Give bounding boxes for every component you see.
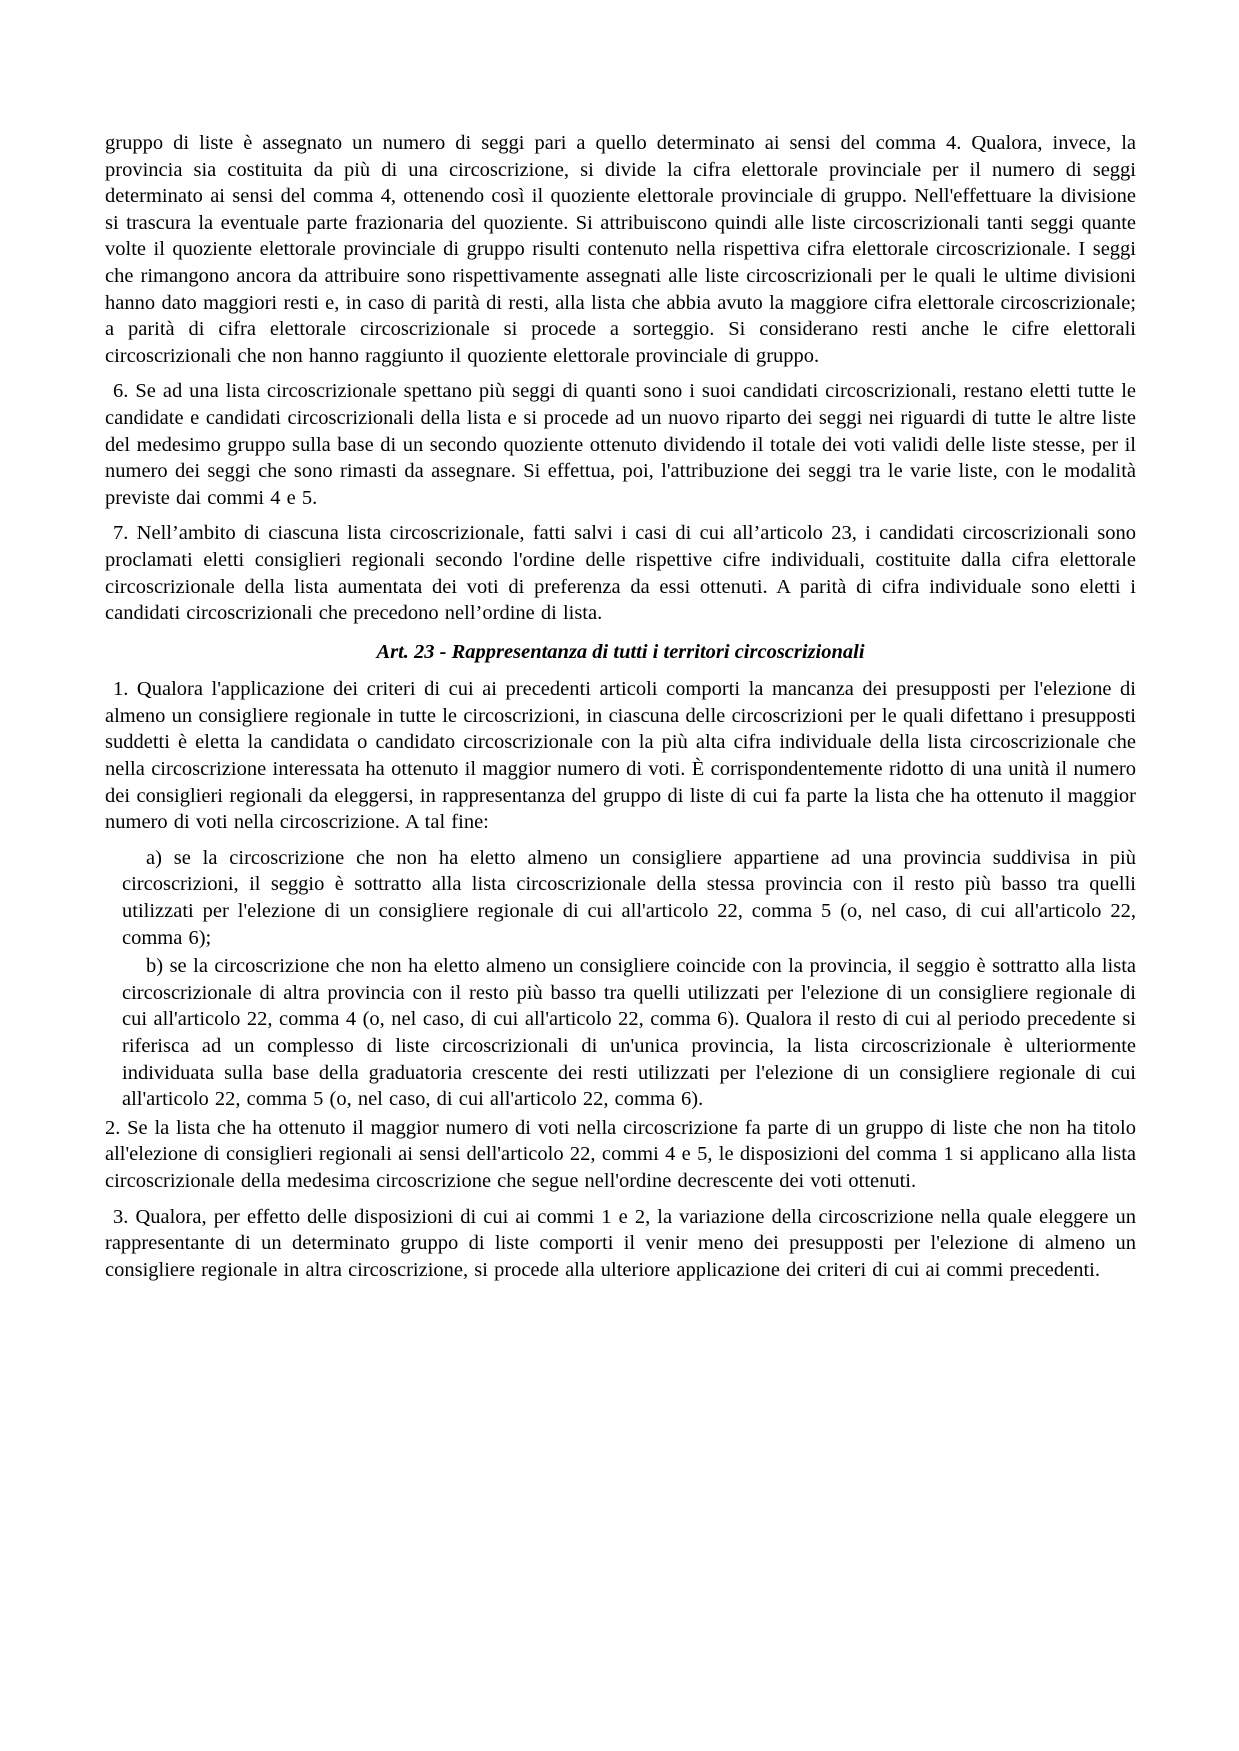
paragraph-art-23-comma-1: 1. Qualora l'applicazione dei criteri di cui ai precedenti articoli comporti la mancanza dei presupposti per l'elezione di almeno un consigliere regionale in tutte le circoscrizioni, in ciascuna delle circoscrizioni per le quali difettano i presupposti suddetti è eletta la candidata o candidato circoscrizionale con la più alta cifra individuale della lista circoscrizionale che nella circoscrizione interessata ha ottenuto il maggior numero di voti. È corrispondentemente ridotto di una unità il numero dei consiglieri regionali da eleggersi, in rappresentanza del gruppo di liste di cui fa parte la lista che ha ottenuto il maggior numero di voti nella circoscrizione. A tal fine: [105, 678, 1136, 834]
paragraph-comma-6: 6. Se ad una lista circoscrizionale spettano più seggi di quanti sono i suoi candidati circoscrizionali, restano eletti tutte le candidate e candidati circoscrizionali della lista e si procede ad un nuovo riparto dei seggi nei riguardi di tutte le altre liste del medesimo gruppo sulla base di un secondo quoziente ottenuto dividendo il totale dei voti validi delle liste stesse, per il numero dei seggi che sono rimasti da assegnare. Si effettua, poi, l'attribuzione dei seggi tra le varie liste, con le modalità previste dai commi 4 e 5. [105, 380, 1136, 509]
paragraph-comma-7: 7. Nell’ambito di ciascuna lista circoscrizionale, fatti salvi i casi di cui all’articolo 23, i candidati circoscrizionali sono proclamati eletti consiglieri regionali secondo l'ordine delle rispettive cifre individuali, costituite dalla cifra elettorale circoscrizionale della lista aumentata dei voti di preferenza da essi ottenuti. A parità di cifra individuale sono eletti i candidati circoscrizionali che precedono nell’ordine di lista. [105, 522, 1136, 625]
paragraph-art-23-point-b: b) se la circoscrizione che non ha eletto almeno un consigliere coincide con la provincia, il seggio è sottratto alla lista circoscrizionale di altra provincia con il resto più basso tra quelli utilizzati per l'elezione di un consigliere regionale di cui all'articolo 22, comma 4 (o, nel caso, di cui all'articolo 22, comma 6). Qualora il resto di cui al periodo precedente si riferisca ad un complesso di liste circoscrizionali di un'unica provincia, la lista circoscrizionale è ulteriormente individuata sulla base della graduatoria crescente dei resti utilizzati per l'elezione di un consigliere regionale di cui all'articolo 22, comma 5 (o, nel caso, di cui all'articolo 22, comma 6). [122, 955, 1136, 1111]
document-page [105, 130, 1136, 1292]
article-23-heading: Art. 23 - Rappresentanza di tutti i territori circoscrizionali [376, 640, 865, 663]
paragraph-art-23-point-a: a) se la circoscrizione che non ha eletto almeno un consigliere appartiene ad una provincia suddivisa in più circoscrizioni, il seggio è sottratto alla lista circoscrizionale della stessa provincia con il resto più basso tra quelli utilizzati per l'elezione di un consigliere regionale di cui all'articolo 22, comma 5 (o, nel caso, di cui all'articolo 22, comma 6); [122, 846, 1136, 949]
paragraph-art-23-comma-2: 2. Se la lista che ha ottenuto il maggior numero di voti nella circoscrizione fa parte di un gruppo di liste che non ha titolo all'elezione di consiglieri regionali ai sensi dell'articolo 22, commi 4 e 5, le disposizioni del comma 1 si applicano alla lista circoscrizionale della medesima circoscrizione che segue nell'ordine decrescente dei voti ottenuti. [105, 1116, 1136, 1192]
paragraph-art-23-comma-3: 3. Qualora, per effetto delle disposizioni di cui ai commi 1 e 2, la variazione della circoscrizione nella quale eleggere un rappresentante di un determinato gruppo di liste comporti il venir meno dei presupposti per l'elezione di almeno un consigliere regionale in altra circoscrizione, si procede alla ulteriore applicazione dei criteri di cui ai commi precedenti. [105, 1205, 1136, 1281]
paragraph-comma-5-continuation: gruppo di liste è assegnato un numero di seggi pari a quello determinato ai sensi del comma 4. Qualora, invece, la provincia sia costituita da più di una circoscrizione, si divide la cifra elettorale provinciale per il numero di seggi determinato ai sensi del comma 4, ottenendo così il quoziente elettorale provinciale di gruppo. Nell'effettuare la divisione si trascura la eventuale parte frazionaria del quoziente. Si attribuiscono quindi alle liste circoscrizionali tanti seggi quante volte il quoziente elettorale provinciale di gruppo risulti contenuto nella rispettiva cifra elettorale circoscrizionale. I seggi che rimangono ancora da attribuire sono rispettivamente assegnati alle liste circoscrizionali per le quali le ultime divisioni hanno dato maggiori resti e, in caso di parità di resti, alla lista che abbia avuto la maggiore cifra elettorale circoscrizionale; a parità di cifra elettorale circoscrizionale si procede a sorteggio. Si considerano resti anche le cifre elettorali circoscrizionali che non hanno raggiunto il quoziente elettorale provinciale di gruppo. [105, 132, 1136, 367]
